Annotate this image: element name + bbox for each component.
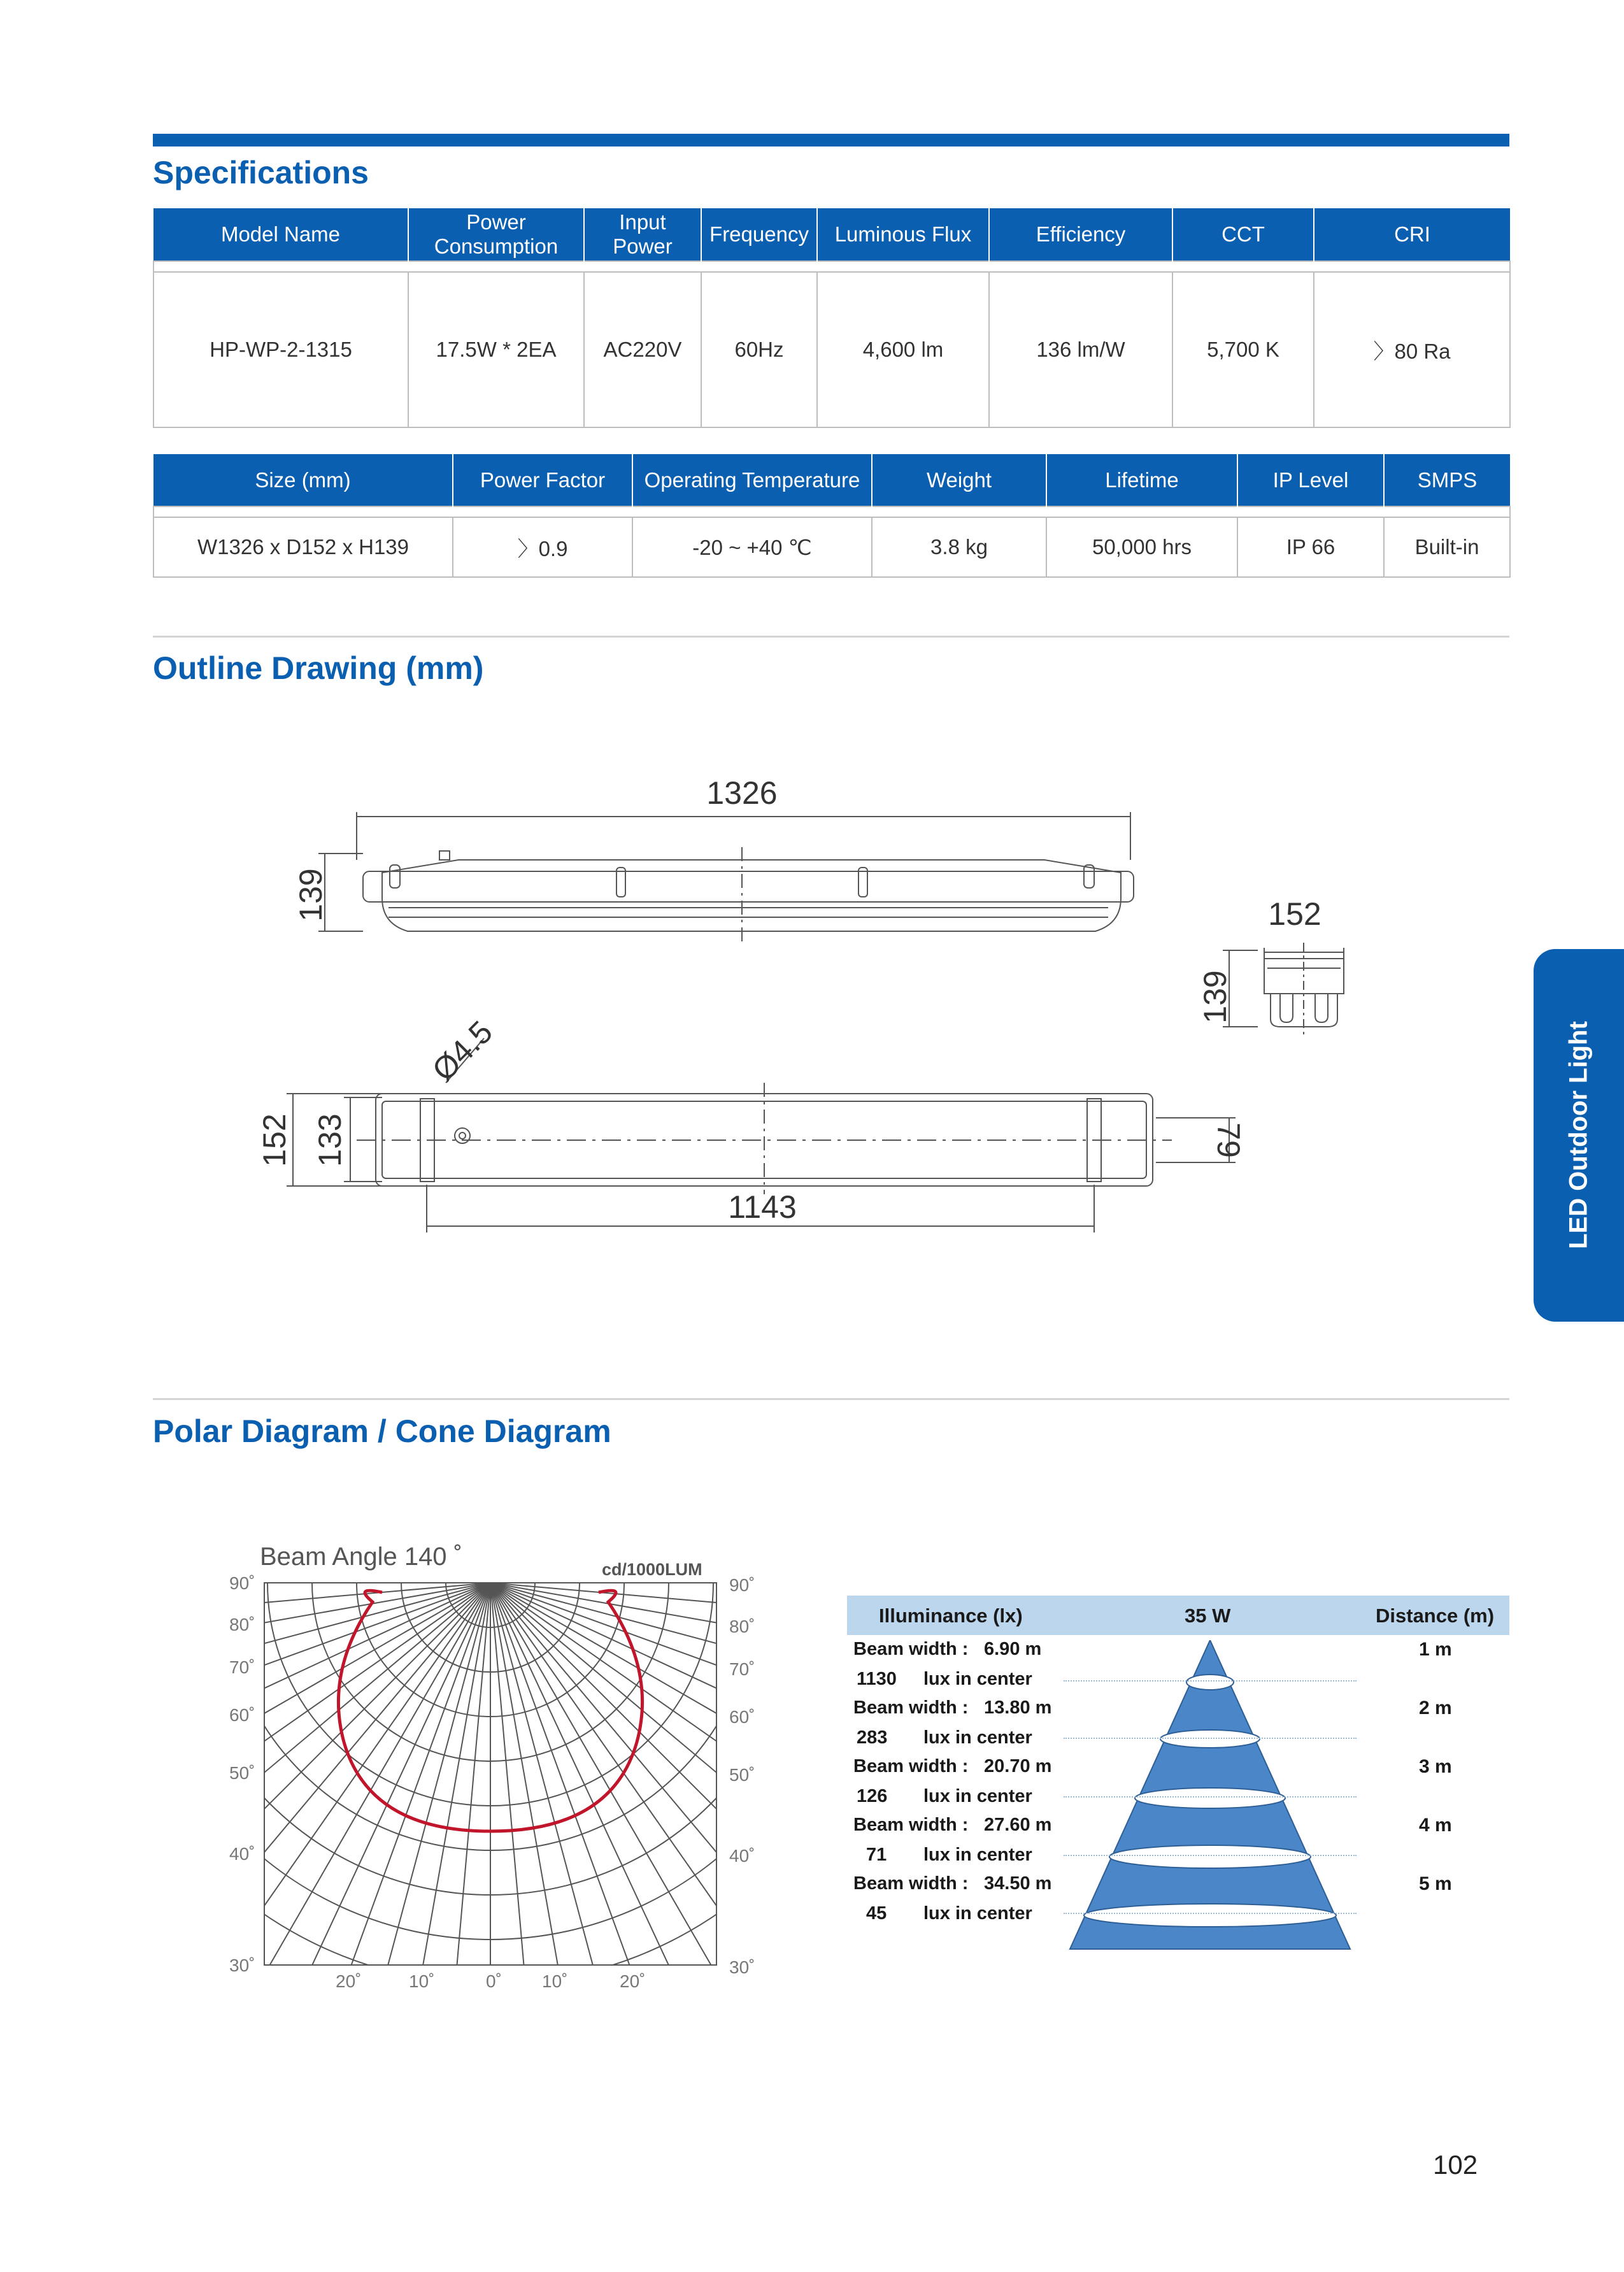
beam-width-value: 6.90 m — [984, 1639, 1042, 1659]
lux-label: lux in center — [923, 1903, 1032, 1924]
polar-bottom-label: 20˚ — [620, 1971, 646, 1991]
section-divider — [153, 1398, 1509, 1400]
polar-right-label: 40˚ — [729, 1846, 755, 1866]
polar-left-label: 50˚ — [229, 1763, 255, 1783]
beam-width-label: Beam width : — [853, 1873, 969, 1894]
value-input-power: AC220V — [584, 272, 701, 427]
cone-header-wattage: 35 W — [1185, 1604, 1231, 1627]
header-size: Size (mm) — [153, 454, 453, 506]
dim-hole: Ø4.5 — [425, 1013, 500, 1089]
value-weight: 3.8 kg — [872, 517, 1046, 577]
polar-left-label: 90˚ — [229, 1573, 255, 1593]
polar-right-label: 80˚ — [729, 1617, 755, 1636]
header-frequency: Frequency — [701, 208, 817, 261]
polar-grid-ray — [490, 1583, 777, 2010]
dim-bottom-width: 152 — [257, 1113, 292, 1167]
value-power-consumption: 17.5W * 2EA — [408, 272, 584, 427]
cone-table-header — [847, 1596, 1509, 1635]
polar-right-label: 90˚ — [729, 1575, 755, 1595]
header-power-factor: Power Factor — [453, 454, 632, 506]
beam-width-label: Beam width : — [853, 1639, 969, 1659]
polar-beam-angle: Beam Angle 140 ˚ — [260, 1543, 462, 1571]
value-lifetime: 50,000 hrs — [1046, 517, 1237, 577]
lux-label: lux in center — [923, 1845, 1032, 1865]
beam-width-value: 34.50 m — [984, 1873, 1052, 1894]
dim-mount-offset: 79 — [1211, 1122, 1246, 1158]
header-operating-temperature: Operating Temperature — [632, 454, 872, 506]
header-weight: Weight — [872, 454, 1046, 506]
polar-right-label: 70˚ — [729, 1659, 755, 1679]
cone-diagram — [1051, 1640, 1369, 1959]
polar-bottom-label: 10˚ — [409, 1971, 435, 1991]
distance-value: 2 m — [1419, 1697, 1452, 1718]
distance-value: 1 m — [1419, 1639, 1452, 1660]
value-ip-level: IP 66 — [1237, 517, 1384, 577]
beam-width-label: Beam width : — [853, 1697, 969, 1718]
dim-side-height: 139 — [1197, 970, 1233, 1024]
polar-grid-ray — [490, 1583, 540, 2010]
header-smps: SMPS — [1384, 454, 1510, 506]
polar-grid-ray — [490, 1583, 777, 2010]
lux-label: lux in center — [923, 1727, 1032, 1748]
value-cri: 〉80 Ra — [1314, 272, 1510, 427]
polar-left-label: 30˚ — [229, 1955, 255, 1975]
polar-grid-ray — [342, 1583, 490, 2010]
specifications-title: Specifications — [153, 155, 369, 190]
beam-width-value: 13.80 m — [984, 1697, 1052, 1718]
polar-grid-ray — [217, 1583, 490, 1731]
value-cct: 5,700 K — [1172, 272, 1314, 427]
distance-value: 3 m — [1419, 1756, 1452, 1777]
polar-grid-ray — [217, 1583, 490, 1988]
value-efficiency: 136 lm/W — [989, 272, 1172, 427]
value-size: W1326 x D152 x H139 — [153, 517, 453, 577]
value-operating-temperature: -20 ~ +40 ℃ — [632, 517, 872, 577]
polar-grid-ray — [490, 1583, 639, 2010]
lux-value: 71 — [866, 1845, 887, 1865]
polar-grid-arc — [217, 1525, 777, 1895]
polar-left-label: 40˚ — [229, 1844, 255, 1864]
page-number: 102 — [1433, 2150, 1478, 2180]
distance-value: 5 m — [1419, 1873, 1452, 1894]
value-luminous-flux: 4,600 lm — [817, 272, 989, 427]
polar-bottom-label: 10˚ — [542, 1971, 568, 1991]
category-side-tab — [1534, 949, 1624, 1322]
header-lifetime: Lifetime — [1046, 454, 1237, 506]
polar-right-label: 60˚ — [729, 1707, 755, 1727]
dim-side-width: 152 — [1268, 896, 1321, 932]
lux-label: lux in center — [923, 1669, 1032, 1689]
value-power-factor: 〉0.9 — [453, 517, 632, 577]
beam-width-label: Beam width : — [853, 1815, 969, 1835]
dim-height: 139 — [293, 868, 329, 922]
dim-inner-width: 133 — [312, 1113, 348, 1167]
dim-mount-spacing: 1143 — [728, 1189, 797, 1225]
category-side-tab-label: LED Outdoor Light — [1564, 1021, 1593, 1249]
polar-grid-ray — [490, 1583, 777, 2010]
polar-diagram — [217, 1525, 777, 2010]
polar-bottom-label: 20˚ — [336, 1971, 362, 1991]
outline-drawing-title: Outline Drawing (mm) — [153, 650, 484, 686]
lux-value: 283 — [857, 1727, 888, 1748]
header-input-power: Input Power — [584, 208, 701, 261]
value-model-name: HP-WP-2-1315 — [153, 272, 408, 427]
distance-value: 4 m — [1419, 1815, 1452, 1836]
lux-value: 45 — [866, 1903, 887, 1924]
polar-grid-ray — [441, 1583, 490, 2010]
cone-header-illuminance: Illuminance (lx) — [879, 1604, 1023, 1627]
polar-right-label: 50˚ — [729, 1765, 755, 1785]
header-efficiency: Efficiency — [989, 208, 1172, 261]
lux-value: 1130 — [857, 1669, 897, 1689]
cone-header-distance: Distance (m) — [1376, 1604, 1495, 1627]
lux-value: 126 — [857, 1786, 888, 1806]
lux-label: lux in center — [923, 1786, 1032, 1806]
polar-cone-title: Polar Diagram / Cone Diagram — [153, 1413, 611, 1449]
polar-grid-ray — [391, 1583, 490, 2010]
header-ip-level: IP Level — [1237, 454, 1384, 506]
header-luminous-flux: Luminous Flux — [817, 208, 989, 261]
header-cct: CCT — [1172, 208, 1314, 261]
polar-left-label: 80˚ — [229, 1615, 255, 1634]
beam-width-value: 20.70 m — [984, 1756, 1052, 1776]
header-model-name: Model Name — [153, 208, 408, 261]
polar-right-label: 30˚ — [729, 1957, 755, 1977]
value-frequency: 60Hz — [701, 272, 817, 427]
value-smps: Built-in — [1384, 517, 1510, 577]
header-power-consumption: Power Consumption — [408, 208, 584, 261]
polar-unit: cd/1000LUM — [602, 1560, 702, 1579]
polar-grid-ray — [490, 1583, 590, 2010]
polar-bottom-label: 0˚ — [486, 1971, 502, 1991]
polar-left-label: 70˚ — [229, 1657, 255, 1677]
dim-length: 1326 — [706, 775, 778, 811]
header-cri: CRI — [1314, 208, 1510, 261]
beam-width-value: 27.60 m — [984, 1815, 1052, 1835]
polar-grid — [217, 1525, 777, 2010]
polar-grid-ray — [217, 1583, 490, 1869]
beam-width-label: Beam width : — [853, 1756, 969, 1776]
polar-left-label: 60˚ — [229, 1705, 255, 1725]
